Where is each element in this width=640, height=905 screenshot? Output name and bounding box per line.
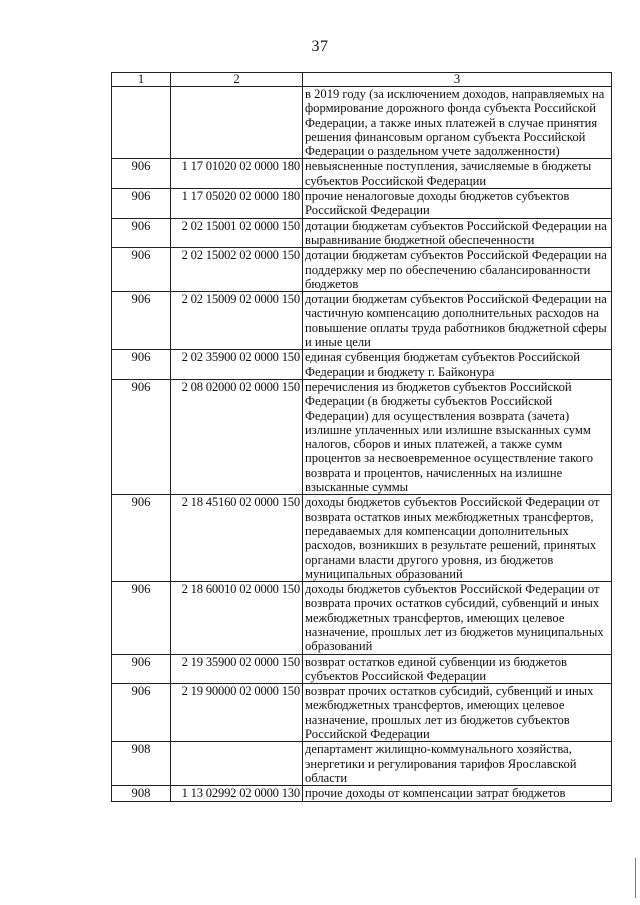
table-row bbox=[112, 495, 612, 582]
admin-code-cell: 906 bbox=[112, 379, 171, 494]
revenue-code-cell bbox=[171, 742, 303, 786]
admin-code-cell: 908 bbox=[112, 742, 171, 786]
revenue-code-cell: 2 18 60010 02 0000 150 bbox=[171, 582, 303, 654]
revenue-name-cell: дотации бюджетам субъектов Российской Федерации на выравнивание бюджетной обеспеченности bbox=[303, 218, 612, 248]
revenue-name-cell: прочие доходы от компенсации затрат бюджетов bbox=[303, 786, 612, 801]
revenue-code-cell: 2 08 02000 02 0000 150 bbox=[171, 379, 303, 494]
table-row bbox=[112, 786, 612, 801]
admin-code-cell: 906 bbox=[112, 654, 171, 684]
revenue-name-cell: невыясненные поступления, зачисляемые в бюджеты субъектов Российской Федерации bbox=[303, 159, 612, 189]
table-row bbox=[112, 87, 612, 159]
admin-code-cell: 906 bbox=[112, 292, 171, 350]
table-row bbox=[112, 582, 612, 654]
revenue-name-cell: доходы бюджетов субъектов Российской Федерации от возврата прочих остатков субсидий, субвенций и иных межбюджетных трансфертов, имеющих целевое назначение, прошлых лет из бюджетов муниципальных образований bbox=[303, 582, 612, 654]
revenue-codes-table bbox=[111, 72, 612, 802]
table-row bbox=[112, 379, 612, 494]
revenue-name-cell: возврат прочих остатков субсидий, субвенций и иных межбюджетных трансфертов, имеющих целевое назначение, прошлых лет из бюджетов субъектов Российской Федерации bbox=[303, 684, 612, 742]
table-row bbox=[112, 159, 612, 189]
admin-code-cell bbox=[112, 87, 171, 159]
revenue-code-cell: 2 02 15002 02 0000 150 bbox=[171, 248, 303, 292]
table-row bbox=[112, 654, 612, 684]
table-row bbox=[112, 189, 612, 219]
table-header-row bbox=[112, 73, 612, 87]
admin-code-cell: 906 bbox=[112, 582, 171, 654]
revenue-name-cell: доходы бюджетов субъектов Российской Федерации от возврата остатков иных межбюджетных трансфертов, передаваемых для компенсации дополнительных расходов, возникших в результате решений, принятых органами власти другого уровня, из бюджетов муниципальных образований bbox=[303, 495, 612, 582]
column-header-3: 3 bbox=[303, 73, 612, 87]
revenue-code-cell: 2 19 90000 02 0000 150 bbox=[171, 684, 303, 742]
revenue-name-cell: прочие неналоговые доходы бюджетов субъектов Российской Федерации bbox=[303, 189, 612, 219]
revenue-code-cell: 2 02 15001 02 0000 150 bbox=[171, 218, 303, 248]
table-row bbox=[112, 684, 612, 742]
revenue-code-cell bbox=[171, 87, 303, 159]
revenue-code-cell: 1 17 05020 02 0000 180 bbox=[171, 189, 303, 219]
admin-code-cell: 906 bbox=[112, 248, 171, 292]
admin-code-cell: 906 bbox=[112, 159, 171, 189]
revenue-code-cell: 2 02 35900 02 0000 150 bbox=[171, 350, 303, 380]
revenue-name-cell: перечисления из бюджетов субъектов Российской Федерации (в бюджеты субъектов Российской Федерации) для осуществления возврата (зачета) излишне уплаченных или излишне взысканных сумм налогов, сборов и иных платежей, а также сумм процентов за несвоевременное осуществление такого возврата и процентов, начисленных на излишне взысканные суммы bbox=[303, 379, 612, 494]
column-header-2: 2 bbox=[171, 73, 303, 87]
scan-edge-mark bbox=[635, 858, 636, 898]
admin-code-cell: 906 bbox=[112, 189, 171, 219]
table-row bbox=[112, 742, 612, 786]
revenue-name-cell: департамент жилищно-коммунального хозяйства, энергетики и регулирования тарифов Ярославской области bbox=[303, 742, 612, 786]
table-row bbox=[112, 350, 612, 380]
revenue-code-cell: 2 18 45160 02 0000 150 bbox=[171, 495, 303, 582]
admin-code-cell: 908 bbox=[112, 786, 171, 801]
revenue-code-cell: 2 02 15009 02 0000 150 bbox=[171, 292, 303, 350]
admin-code-cell: 906 bbox=[112, 684, 171, 742]
table-row bbox=[112, 292, 612, 350]
column-header-1: 1 bbox=[112, 73, 171, 87]
revenue-code-cell: 1 17 01020 02 0000 180 bbox=[171, 159, 303, 189]
table-row bbox=[112, 218, 612, 248]
revenue-name-cell: дотации бюджетам субъектов Российской Федерации на поддержку мер по обеспечению сбалансированности бюджетов bbox=[303, 248, 612, 292]
revenue-name-cell: дотации бюджетам субъектов Российской Федерации на частичную компенсацию дополнительных расходов на повышение оплаты труда работников бюджетной сферы и иные цели bbox=[303, 292, 612, 350]
revenue-name-cell: единая субвенция бюджетам субъектов Российской Федерации и бюджету г. Байконура bbox=[303, 350, 612, 380]
revenue-name-cell: в 2019 году (за исключением доходов, направляемых на формирование дорожного фонда субъекта Российской Федерации, а также иных платежей в случае принятия решения финансовым органом субъекта Российской Федерации о раздельном учете задолженности) bbox=[303, 87, 612, 159]
revenue-name-cell: возврат остатков единой субвенции из бюджетов субъектов Российской Федерации bbox=[303, 654, 612, 684]
admin-code-cell: 906 bbox=[112, 218, 171, 248]
admin-code-cell: 906 bbox=[112, 495, 171, 582]
page-number: 37 bbox=[311, 38, 329, 55]
admin-code-cell: 906 bbox=[112, 350, 171, 380]
revenue-code-cell: 1 13 02992 02 0000 130 bbox=[171, 786, 303, 801]
revenue-code-cell: 2 19 35900 02 0000 150 bbox=[171, 654, 303, 684]
table-row bbox=[112, 248, 612, 292]
